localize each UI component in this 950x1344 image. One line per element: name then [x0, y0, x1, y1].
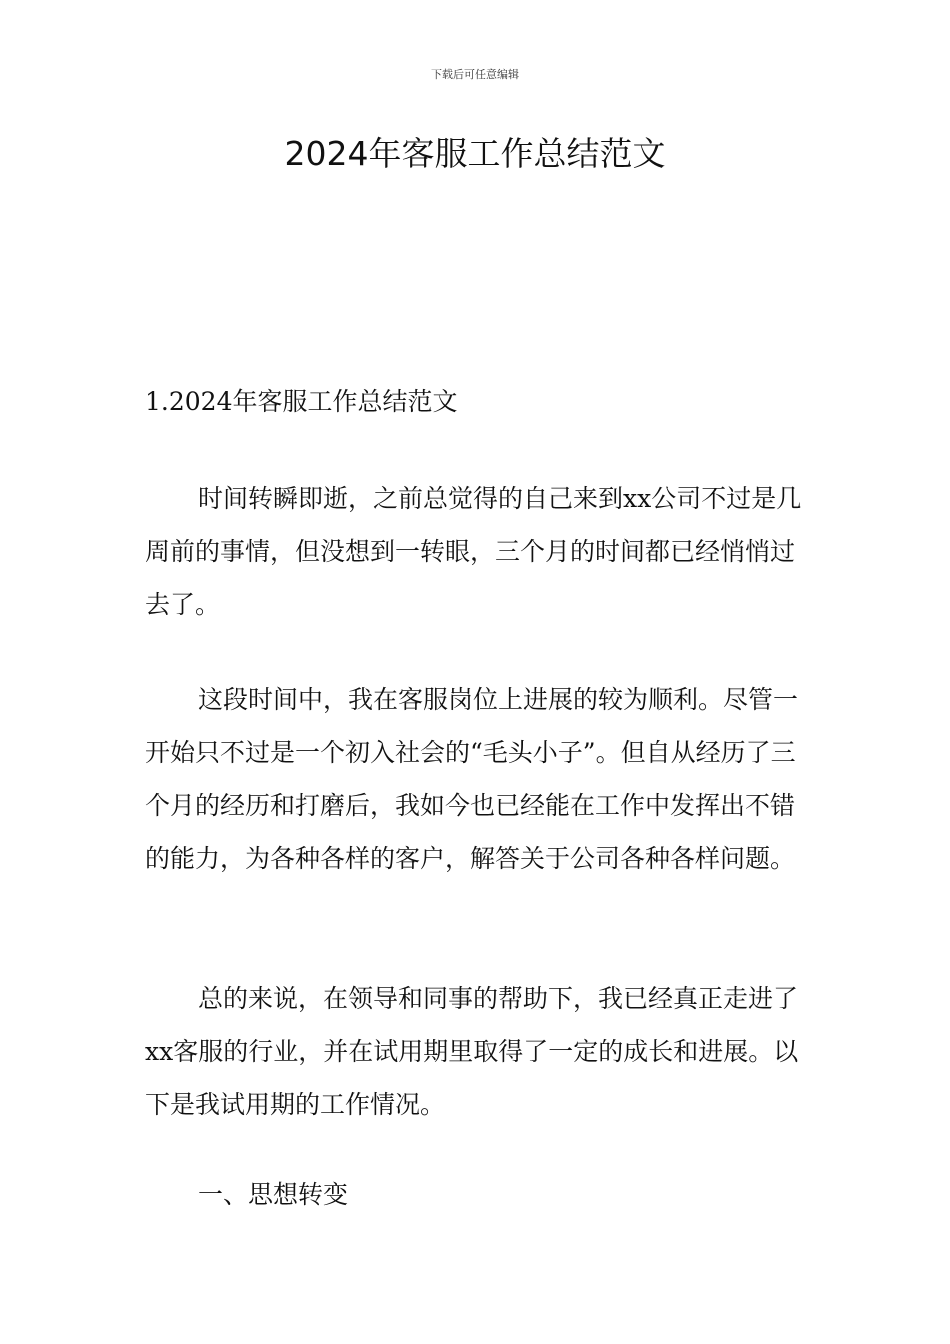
- page-header-note: 下载后可任意编辑: [431, 68, 519, 81]
- section-heading: 1.2024年客服工作总结范文: [145, 387, 458, 416]
- paragraph-1: 时间转瞬即逝，之前总觉得的自己来到xx公司不过是几周前的事情，但没想到一转眼，三个月的时间都已经悄悄过去了。: [145, 484, 802, 619]
- paragraph-3: 总的来说，在领导和同事的帮助下，我已经真正走进了xx客服的行业，并在试用期里取得了一定的成长和进展。以下是我试用期的工作情况。: [145, 984, 799, 1119]
- paragraph-2: 这段时间中，我在客服岗位上进展的较为顺利。尽管一开始只不过是一个初入社会的“毛头小子”。但自从经历了三个月的经历和打磨后，我如今也已经能在工作中发挥出不错的能力，为各种各样的客户，解答关于公司各种各样问题。: [145, 685, 799, 873]
- document-title: 2024年客服工作总结范文: [284, 134, 666, 173]
- subheading-thought-change: 一、思想转变: [198, 1180, 349, 1209]
